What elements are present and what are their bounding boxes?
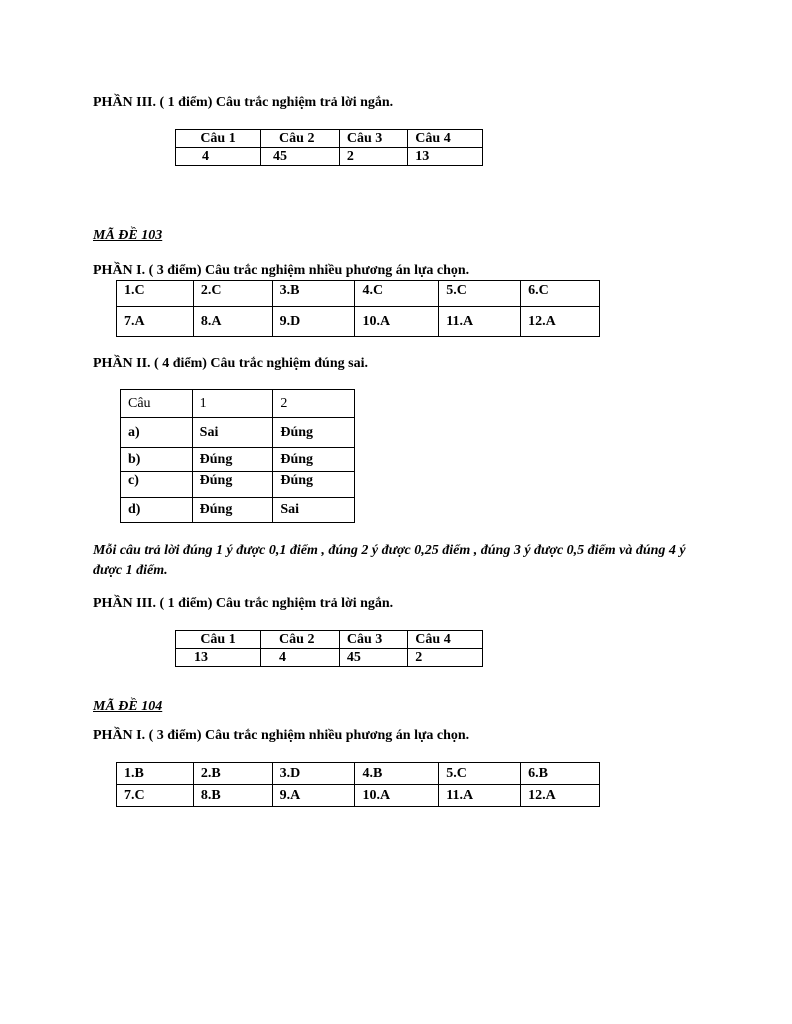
table-cell: 1.C <box>117 281 194 307</box>
table-cell: 10.A <box>355 785 439 807</box>
table-cell: 8.A <box>193 307 272 337</box>
table-cell: 2.C <box>193 281 272 307</box>
table-cell: 4 <box>176 148 261 166</box>
answer-table-truefalse-103 <box>120 389 355 523</box>
table-header-cell: 1 <box>192 390 273 418</box>
table-cell: 2 <box>408 649 483 667</box>
table-row <box>117 281 600 307</box>
table-row <box>121 448 355 472</box>
table-cell: Đúng <box>192 448 273 472</box>
table-cell: b) <box>121 448 193 472</box>
table-header-cell: Câu <box>121 390 193 418</box>
answer-table-mcq-104 <box>116 762 600 807</box>
table-cell: 7.C <box>117 785 194 807</box>
table-row <box>176 649 483 667</box>
table-cell: d) <box>121 498 193 523</box>
table-cell: 9.A <box>272 785 355 807</box>
section-heading-part1-103: PHẦN I. ( 3 điểm) Câu trắc nghiệm nhiều phương án lựa chọn. <box>93 263 470 278</box>
table-row <box>176 148 483 166</box>
section-heading-part1-104: PHẦN I. ( 3 điểm) Câu trắc nghiệm nhiều phương án lựa chọn. <box>93 728 470 743</box>
table-cell: Sai <box>273 498 355 523</box>
table-header-cell: Câu 2 <box>261 130 340 148</box>
table-cell: 1.B <box>117 763 194 785</box>
table-row <box>121 498 355 523</box>
table-cell: 13 <box>408 148 483 166</box>
table-header-cell: 2 <box>273 390 355 418</box>
table-cell: Đúng <box>192 498 273 523</box>
table-cell: Đúng <box>273 448 355 472</box>
table-row <box>121 472 355 498</box>
table-cell: 5.C <box>439 763 521 785</box>
table-cell: 12.A <box>521 785 600 807</box>
table-row <box>121 390 355 418</box>
table-cell: 45 <box>339 649 407 667</box>
section-heading-part3-103: PHẦN III. ( 1 điểm) Câu trắc nghiệm trả lời ngắn. <box>93 596 394 611</box>
table-cell: Đúng <box>192 472 273 498</box>
table-cell: 5.C <box>439 281 521 307</box>
answer-table-short-top <box>175 129 483 166</box>
table-cell: 4.C <box>355 281 439 307</box>
answer-table-short-103 <box>175 630 483 667</box>
table-cell: 4.B <box>355 763 439 785</box>
section-heading-part2-103: PHẦN II. ( 4 điểm) Câu trắc nghiệm đúng sai. <box>93 356 368 371</box>
table-cell: c) <box>121 472 193 498</box>
table-cell: 12.A <box>521 307 600 337</box>
table-cell: 3.B <box>272 281 355 307</box>
table-cell: 10.A <box>355 307 439 337</box>
table-cell: 8.B <box>193 785 272 807</box>
table-cell: 45 <box>261 148 340 166</box>
table-header-cell: Câu 4 <box>408 631 483 649</box>
table-row <box>176 631 483 649</box>
exam-code-104: MÃ ĐỀ 104 <box>93 699 163 714</box>
answer-table-mcq-103 <box>116 280 600 337</box>
table-cell: Sai <box>192 418 273 448</box>
section-heading-part3-top: PHẦN III. ( 1 điểm) Câu trắc nghiệm trả lời ngắn. <box>93 95 394 110</box>
table-row <box>121 418 355 448</box>
table-header-cell: Câu 3 <box>339 631 407 649</box>
table-row <box>117 785 600 807</box>
table-cell: 2.B <box>193 763 272 785</box>
table-row <box>117 763 600 785</box>
table-cell: 11.A <box>439 307 521 337</box>
table-cell: 11.A <box>439 785 521 807</box>
table-header-cell: Câu 2 <box>261 631 340 649</box>
table-cell: 9.D <box>272 307 355 337</box>
table-header-cell: Câu 1 <box>176 631 261 649</box>
table-cell: 4 <box>261 649 340 667</box>
exam-code-103: MÃ ĐỀ 103 <box>93 228 163 243</box>
table-cell: 6.B <box>521 763 600 785</box>
table-cell: Đúng <box>273 418 355 448</box>
table-row <box>176 130 483 148</box>
table-cell: 3.D <box>272 763 355 785</box>
scoring-note: Mỗi câu trả lời đúng 1 ý được 0,1 điểm , đúng 2 ý được 0,25 điểm , đúng 3 ý được 0,5 điểm và đúng 4 ý được 1 điểm. <box>93 543 686 578</box>
table-cell: a) <box>121 418 193 448</box>
table-header-cell: Câu 1 <box>176 130 261 148</box>
table-header-cell: Câu 3 <box>339 130 407 148</box>
table-row <box>117 307 600 337</box>
table-cell: Đúng <box>273 472 355 498</box>
table-cell: 2 <box>339 148 407 166</box>
table-cell: 6.C <box>521 281 600 307</box>
table-cell: 7.A <box>117 307 194 337</box>
table-header-cell: Câu 4 <box>408 130 483 148</box>
table-cell: 13 <box>176 649 261 667</box>
